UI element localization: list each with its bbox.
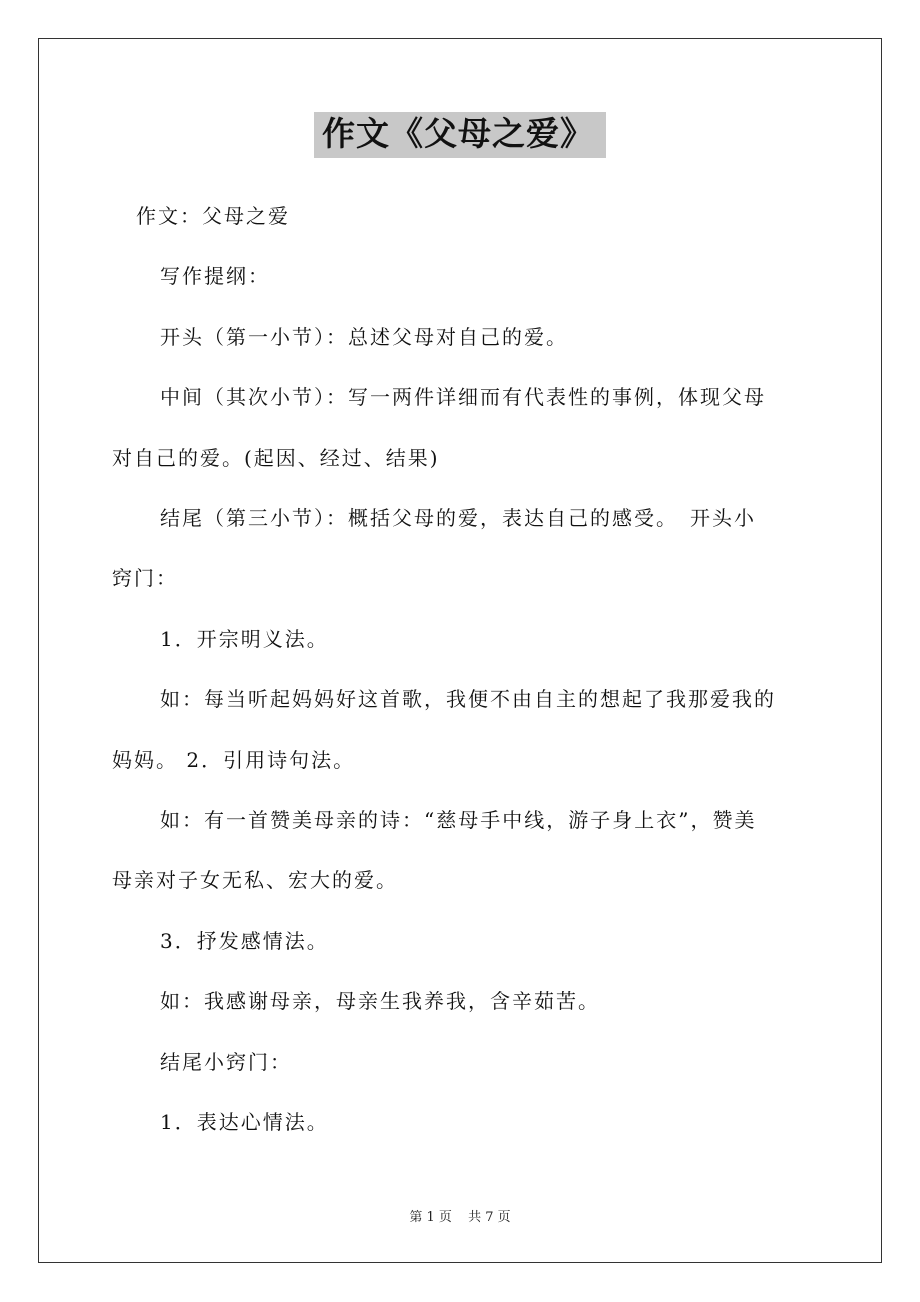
text-line: 1．表达心情法。 — [160, 1110, 329, 1135]
text-line: 1．开宗明义法。 — [160, 626, 329, 651]
text-line: 母亲对子女无私、宏大的爱。 — [112, 868, 398, 893]
text-line: 如：有一首赞美母亲的诗：“慈母手中线，游子身上衣”，赞美 — [160, 808, 757, 833]
text-line: 如：我感谢母亲，母亲生我养我，含辛茹苦。 — [160, 989, 600, 1014]
text-line: 妈妈。 2．引用诗句法。 — [112, 747, 356, 772]
page-number: 第 1 页 — [409, 1210, 452, 1225]
text-line: 对自己的爱。(起因、经过、结果) — [112, 445, 440, 470]
document-title: 作文《父母之爱》 — [314, 112, 606, 158]
title-container — [0, 112, 920, 158]
text-line: 如：每当听起妈妈好这首歌，我便不由自主的想起了我那爱我的 — [160, 687, 776, 712]
text-line: 结尾（第三小节）：概括父母的爱，表达自己的感受。 开头小 — [160, 506, 756, 531]
text-line: 窍门： — [112, 566, 178, 591]
text-line: 写作提纲： — [160, 264, 270, 289]
text-line: 结尾小窍门： — [160, 1049, 292, 1074]
text-line: 3．抒发感情法。 — [160, 928, 329, 953]
page-footer — [0, 1206, 920, 1225]
text-line: 作文：父母之爱 — [136, 204, 290, 228]
document-body — [112, 186, 812, 1153]
page-total: 共 7 页 — [468, 1210, 511, 1225]
text-line: 开头（第一小节）：总述父母对自己的爱。 — [160, 324, 568, 349]
text-line: 中间（其次小节）：写一两件详细而有代表性的事例，体现父母 — [160, 385, 766, 410]
